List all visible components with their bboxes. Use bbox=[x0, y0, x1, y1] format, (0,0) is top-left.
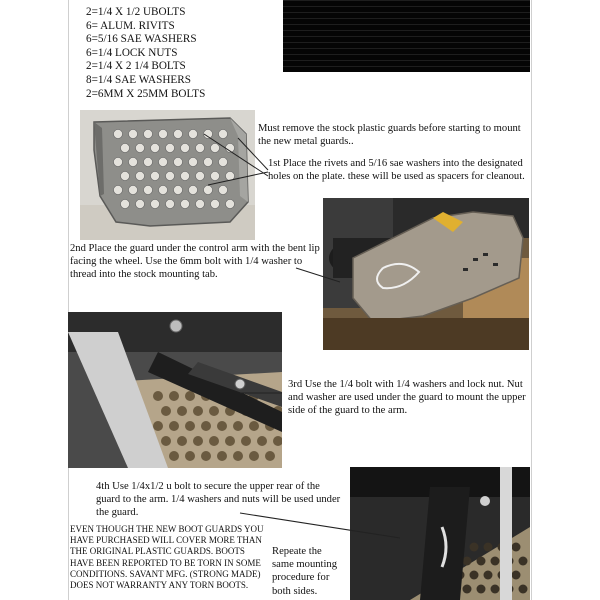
parts-list-item: 6=1/4 LOCK NUTS bbox=[86, 46, 178, 59]
parts-list-item: 2=1/4 X 1/2 UBOLTS bbox=[86, 6, 186, 18]
step-2-text: 2nd Place the guard under the control arm with the bent lip facing the wheel. Use the 6mm bolt with 1/4 washer to thread into the stock mounting tab. bbox=[70, 243, 320, 281]
parts-list-item: 8=1/4 SAE WASHERS bbox=[86, 73, 191, 86]
parts-list-item: 2=6MM X 25MM BOLTS bbox=[86, 87, 206, 100]
step-3-text: 3rd Use the 1/4 bolt with 1/4 washers and lock nut. Nut and washer are used under the guard to mount the upper side of the guard to the arm. bbox=[288, 379, 526, 417]
parts-list-item: 6=5/16 SAE WASHERS bbox=[86, 33, 197, 46]
leader-line bbox=[208, 172, 268, 185]
repeat-text: Repeate the same mounting procedure for both sides. bbox=[272, 546, 338, 597]
step-1-text: 1st Place the rivets and 5/16 sae washers into the designated holes on the plate. these will be used as spacers for cleanout. bbox=[268, 158, 525, 183]
parts-list-item: 6= ALUM. RIVITS bbox=[86, 19, 175, 32]
intro-text: Must remove the stock plastic guards before starting to mount the new metal guards.. bbox=[258, 123, 521, 148]
leader-line bbox=[204, 134, 268, 176]
leader-line bbox=[296, 268, 340, 282]
leader-line bbox=[238, 138, 268, 170]
parts-list-item: 2=1/4 X 2 1/4 BOLTS bbox=[86, 60, 186, 73]
leader-line bbox=[240, 513, 400, 538]
warranty-warning: EVEN THOUGH THE NEW BOOT GUARDS YOU HAVE PURCHASED WILL COVER MORE THAN THE ORIGINAL PLASTIC GUARDS. BOOTS HAVE BEEN REPORTED TO BE TORN IN SOME CONDITIONS. SAVANT MFG. (STRONG MADE) DOES NOT WARRANTY ANY TORN BOOTS. bbox=[70, 524, 264, 591]
step-4-text: 4th Use 1/4x1/2 u bolt to secure the upper rear of the guard to the arm. 1/4 washers and nuts will be used under the guard. bbox=[96, 481, 341, 519]
